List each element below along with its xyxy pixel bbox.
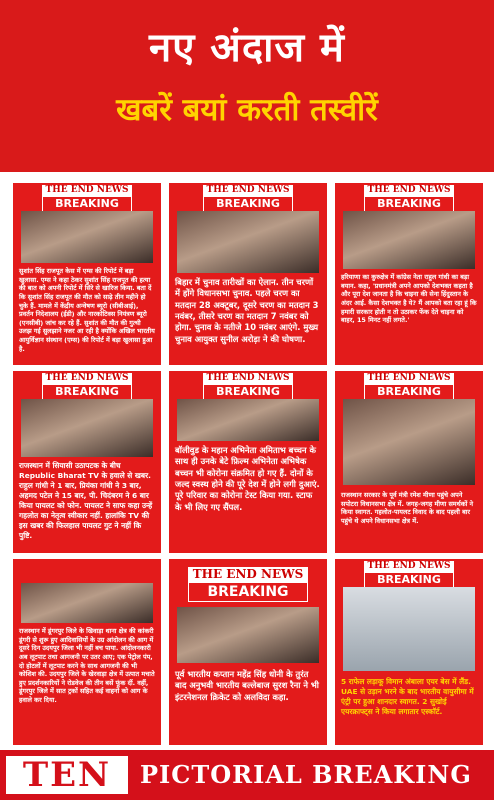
news-caption: राजस्थान सरकार के पूर्व मंत्री रमेश मीणा पहुंचे अपने सपोटरा विधानसभा क्षेत्र में. जगह-जगह मीणा समर्थकों ने किया स्वागत. गहलोत-पायलट विवाद के बाद पहली बार पहुंचे थे अपने विधानसभा क्षेत्र में. [341, 491, 474, 525]
news-caption: हरियाणा का कुरुक्षेत्र में कांग्रेस नेता राहुल गांधी का बड़ा बयान. कहा, 'प्रधानमंत्री अपने आपको देशभक्त कहता है और पूरा देश जानता है कि चाइना की सेना हिंदुस्तान के अंदर आई. कैसा देशभक्त है ये? मैं आपको बता रहा हूं कि हमारी सरकार होती न तो उठाकर फेंक देते चाइना को बाहर, 15 मिनट नहीं लगते.' [341, 273, 477, 325]
news-photo [21, 211, 153, 263]
news-photo [177, 607, 319, 663]
breaking-label: BREAKING [364, 196, 454, 212]
brand-label: THE END NEWS [364, 561, 454, 572]
headline-title: नए अंदाज में [149, 25, 345, 71]
breaking-label: BREAKING [42, 196, 132, 212]
brand-label: THE END NEWS [364, 185, 454, 196]
brand-label: THE END NEWS [203, 185, 293, 196]
breaking-badge [364, 561, 454, 588]
breaking-label: BREAKING [364, 384, 454, 400]
news-photo [21, 583, 153, 623]
breaking-label: BREAKING [364, 572, 454, 588]
news-card-suresh-raina[interactable] [168, 558, 328, 746]
news-card-sushant[interactable] [12, 182, 162, 366]
breaking-badge [364, 185, 454, 212]
brand-label: THE END NEWS [42, 373, 132, 384]
footer-bar [0, 750, 494, 800]
news-card-amitabh-bachchan[interactable] [168, 370, 328, 554]
brand-label: THE END NEWS [188, 567, 308, 582]
news-photo [343, 211, 475, 269]
breaking-label: BREAKING [188, 582, 308, 602]
news-card-rajasthan-politics[interactable] [12, 370, 162, 554]
pictorial-breaking-label: PICTORIAL BREAKING [140, 760, 472, 789]
news-photo [21, 399, 153, 457]
header-banner [0, 0, 494, 172]
news-caption: पूर्व भारतीय कप्तान महेंद्र सिंह धोनी के तुरंत बाद अनुभवी भारतीय बल्लेबाज सुरश रैना ने भी इंटरनेशनल क्रिकेट को अलविदा कहा. [175, 669, 319, 702]
news-photo [177, 399, 319, 441]
news-card-dungarpur-protest[interactable] [12, 558, 162, 746]
news-caption: बिहार में चुनाव तारीखों का ऐलान. तीन चरणों में होंगे विधानसभा चुनाव. पहले चरण का मतदान 28 अक्टूबर, दूसरे चरण का मतदान 3 नवंबर, तीसरे चरण का मतदान 7 नवंबर को होगा. चुनाव के नतीजे 10 नवंबर आएंगे. मुख्य चुनाव आयुक्त सुनील अरोड़ा ने की घोषणा. [175, 277, 319, 344]
news-grid [0, 172, 494, 750]
news-card-ramesh-meena[interactable] [334, 370, 484, 554]
news-caption: राजस्थान में डूंगरपुर जिले के खिवाड़ा थाना क्षेत्र की कांकरी डूंगरी से शुरू हुए आदिवासियों के उग्र आंदोलन की आग में दूसरे दिन उदयपुर जिला भी नहीं बच पाया. आंदोलनकारी अब लूटपाट तथा आगजनी पर उतर आए; एक पेट्रोल पंप, दो होटलों में लूटपाट करने के साथ आगजनी की भी कोशिश की. उदयपुर जिले के खेरवाड़ा क्षेत्र में उत्पात मचाते हुए प्रदर्शनकारियों ने रोडवेज की तीन बसें फूंक दीं. वहीं, डूंगरपुर जिले में सात ट्रकों सहित कई वाहनों को आग के हवाले कर दिया. [19, 627, 155, 705]
news-photo [343, 587, 475, 671]
breaking-badge [42, 373, 132, 400]
ten-logo: TEN [6, 756, 128, 794]
breaking-badge [203, 185, 293, 212]
brand-label: THE END NEWS [42, 185, 132, 196]
breaking-badge [203, 373, 293, 400]
breaking-label: BREAKING [42, 384, 132, 400]
news-card-bihar-election[interactable] [168, 182, 328, 366]
brand-label: THE END NEWS [364, 373, 454, 384]
news-card-rafale-landing[interactable] [334, 558, 484, 746]
headline-subtitle: खबरें बयां करती तस्वीरें [116, 92, 378, 128]
news-photo [343, 399, 475, 485]
brand-label: THE END NEWS [203, 373, 293, 384]
news-caption: 5 राफेल लड़ाकू विमान अंबाला एयर बेस में लैंड. UAE से उड़ान भरने के बाद भारतीय वायुसीमा में एंट्री पर हुआ शानदार स्वागत. 2 सुखोई एयरक्राफ्ट्स ने किया लगातार एस्कॉर्ट. [341, 677, 474, 716]
breaking-label: BREAKING [203, 196, 293, 212]
news-caption: सुशांत सिंह राजपूत केस में एम्स की रिपोर्ट में बड़ा खुलासा. एम्स ने कहा ठेकर सुशांत सिंह राजपूत की हत्या की बात को अपनी रिपोर्ट में सिरे से खारिज किया. बता दें कि सुशांत सिंह राजपूत की मौत को साढ़े तीन महीने हो चुके हैं. मामले में केंद्रीय अन्वेषण ब्यूरो (सीबीआई), प्रवर्तन निदेशालय (ईडी) और नारकोटिक्स नियंत्रण ब्यूरो (एनसीबी) जांच कर रहे हैं. सुशांत की मौत की गुत्थी उलझ गई सुलझाने नजर आ रही है क्योंकि अखिल भारतीय आयुर्विज्ञान संस्थान (एम्स) की रिपोर्ट में बड़ा खुलासा हुआ है. [19, 267, 155, 353]
news-caption: बॉलीवुड के महान अभिनेता अमिताभ बच्चन के साथ ही उनके बेटे फ़िल्म अभिनेता अभिषेक बच्चन भी कोरोना संक्रमित हो गए हैं. दोनों के जल्द स्वस्थ होने की पूरे देश में होने लगी दुआएं. पूरे परिवार का कोरोना टेस्ट किया गया. स्टाफ के भी लिए गए सैंपल. [175, 445, 320, 512]
breaking-badge [42, 185, 132, 212]
news-caption: राजस्थान में सियासी उठापटक के बीच Republic Bharat TV के हवाले से खबर. राहुल गांधी ने 1 बार, प्रियंका गांधी ने 3 बार, अहमद पटेल ने 15 बार, पी. चिदंबरम ने 6 बार किया पायलट को फोन. पायलट ने साफ कहा उन्हें गहलोत का नेतृत्व स्वीकार नहीं. हालांकि TV की इस खबर की फिलहाल पायलट गुट ने नहीं कि पुष्टि. [19, 461, 153, 540]
news-card-rahul-gandhi[interactable] [334, 182, 484, 366]
breaking-label: BREAKING [203, 384, 293, 400]
breaking-badge [188, 567, 308, 602]
news-photo [177, 211, 319, 273]
breaking-badge [364, 373, 454, 400]
